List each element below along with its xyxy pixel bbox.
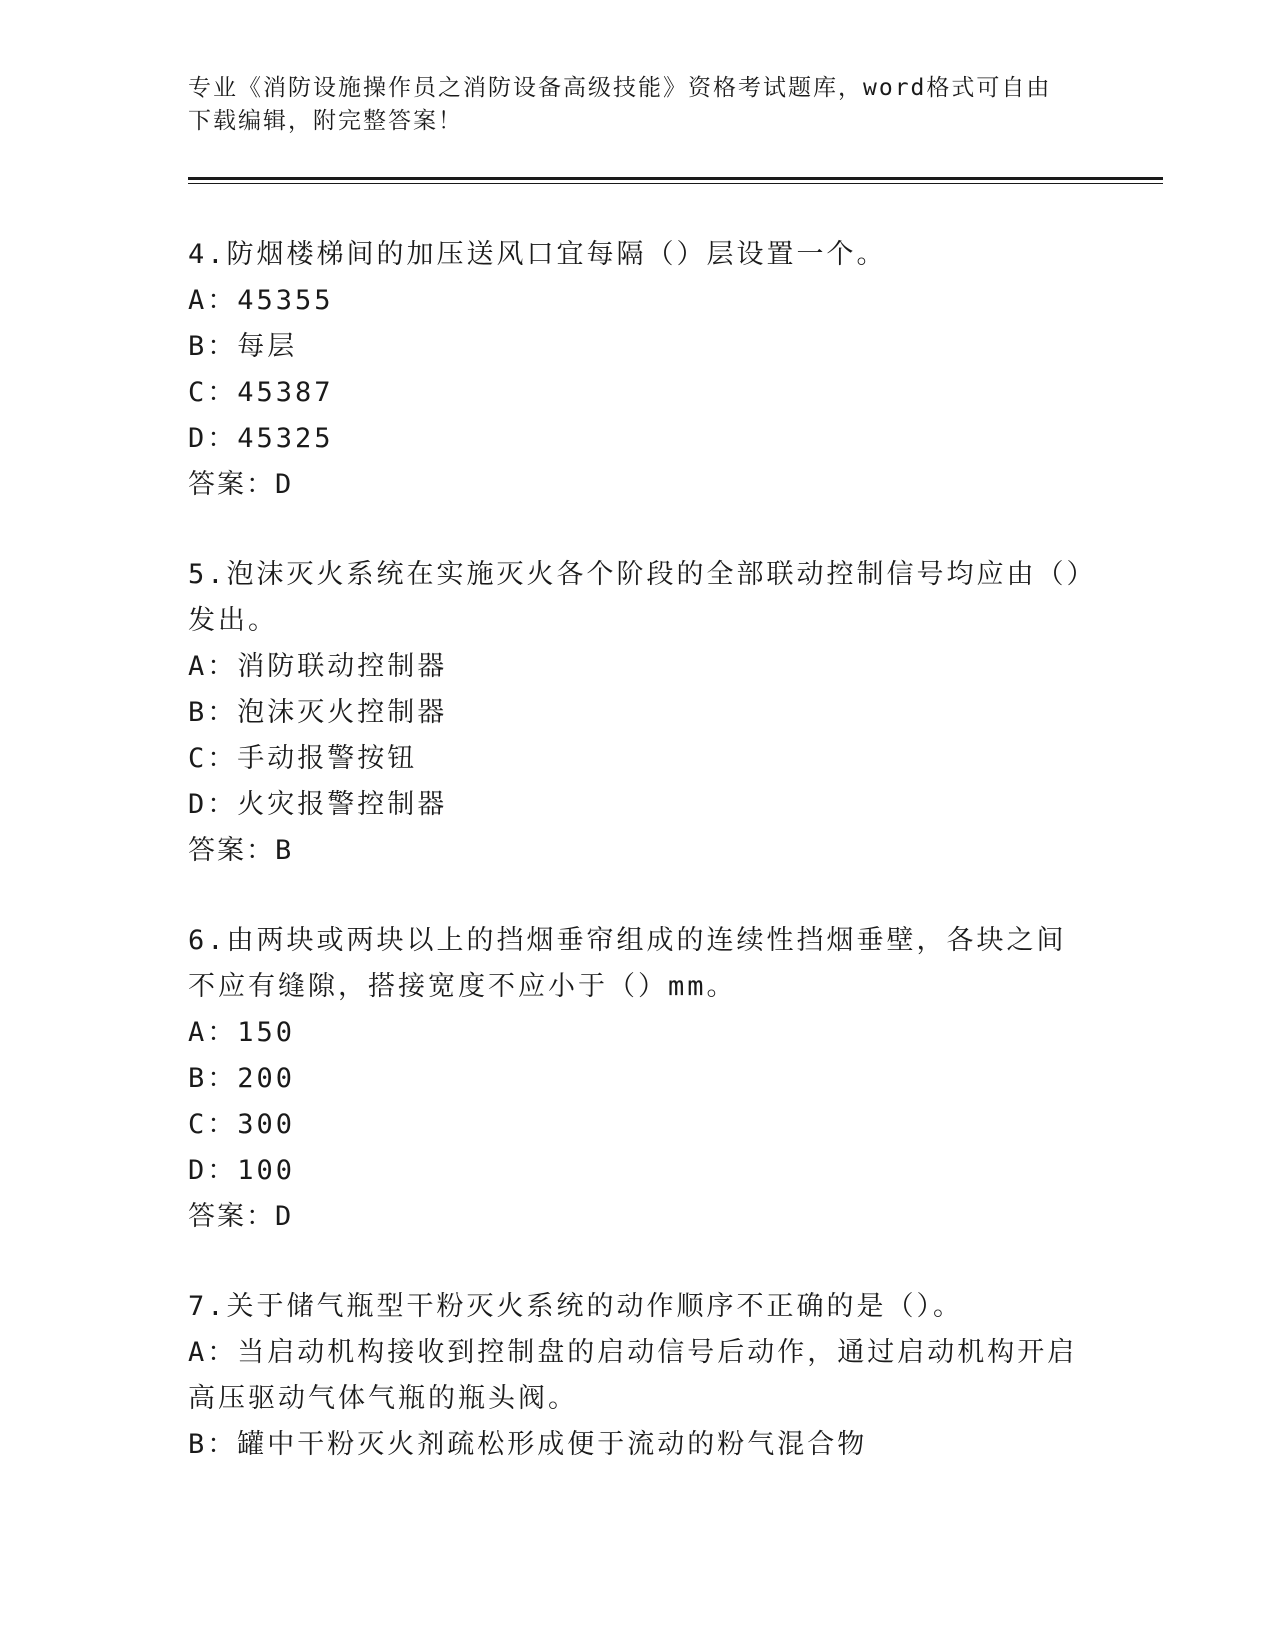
option-a: A：150 xyxy=(188,1017,296,1048)
option-d: D：火灾报警控制器 xyxy=(188,789,448,820)
option-d: D：100 xyxy=(188,1155,296,1186)
option-a: A：消防联动控制器 xyxy=(188,651,448,682)
option-b: B：泡沫灭火控制器 xyxy=(188,697,448,728)
document-header: 专业《消防设施操作员之消防设备高级技能》资格考试题库，word格式可自由下载编辑，附完整答案！ xyxy=(188,75,1052,134)
question-stem: 7.关于储气瓶型干粉灭火系统的动作顺序不正确的是（）。 xyxy=(188,1291,964,1322)
option-b: B：200 xyxy=(188,1063,296,1094)
option-c: C：手动报警按钮 xyxy=(188,743,418,774)
question-7 xyxy=(188,1284,1088,1468)
question-6 xyxy=(188,918,1088,1240)
option-b: B：罐中干粉灭火剂疏松形成便于流动的粉气混合物 xyxy=(188,1429,868,1460)
question-list xyxy=(188,232,1088,1512)
question-stem: 6.由两块或两块以上的挡烟垂帘组成的连续性挡烟垂壁，各块之间不应有缝隙，搭接宽度不应小于（）mm。 xyxy=(188,925,1067,1002)
question-stem: 4.防烟楼梯间的加压送风口宜每隔（）层设置一个。 xyxy=(188,239,887,270)
option-b: B：每层 xyxy=(188,331,298,362)
header-divider-thin xyxy=(188,183,1163,184)
option-d: D：45325 xyxy=(188,423,334,454)
answer-line: 答案：D xyxy=(188,1201,294,1232)
header-divider-thick xyxy=(188,177,1163,180)
question-5 xyxy=(188,552,1088,874)
option-c: C：300 xyxy=(188,1109,296,1140)
option-a: A：当启动机构接收到控制盘的启动信号后动作，通过启动机构开启高压驱动气体气瓶的瓶头阀。 xyxy=(188,1337,1078,1414)
option-a: A：45355 xyxy=(188,285,334,316)
answer-line: 答案：B xyxy=(188,835,294,866)
question-stem: 5.泡沫灭火系统在实施灭火各个阶段的全部联动控制信号均应由（）发出。 xyxy=(188,559,1084,636)
option-c: C：45387 xyxy=(188,377,334,408)
question-4 xyxy=(188,232,1088,508)
answer-line: 答案：D xyxy=(188,469,294,500)
